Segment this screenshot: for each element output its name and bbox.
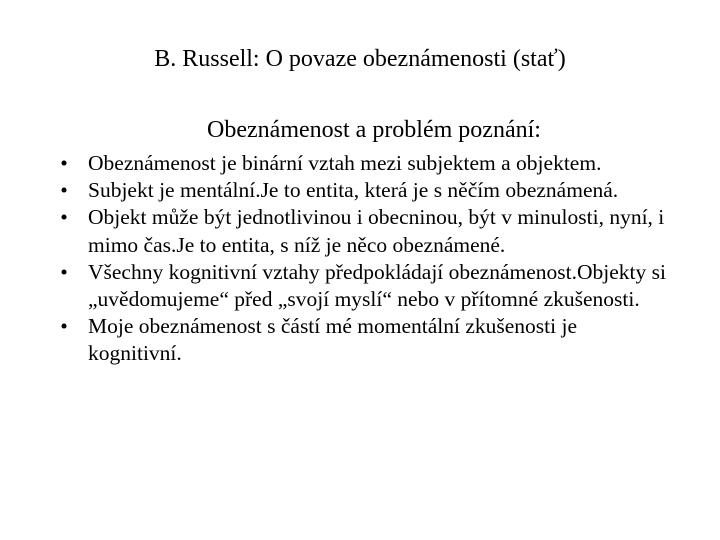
bullet-item — [56, 259, 676, 313]
bullet-item — [56, 204, 676, 258]
bullet-dot-icon: • — [60, 151, 68, 175]
bullet-text: Obeznámenost je binární vztah mezi subjektem a objektem. — [88, 151, 602, 175]
bullet-item — [56, 313, 676, 367]
bullet-dot-icon: • — [60, 259, 68, 284]
bullet-dot-icon: • — [60, 314, 68, 339]
bullet-text: Subjekt je mentální.Je to entita, která je s něčím obeznámená. — [88, 178, 619, 203]
bullet-dot-icon: • — [60, 205, 68, 230]
bullet-list — [56, 150, 676, 368]
bullet-item — [56, 150, 676, 177]
bullet-dot-icon: • — [60, 178, 68, 203]
slide-subtitle: Obeznámenost a problém poznání: — [207, 117, 541, 143]
bullet-item — [56, 177, 676, 204]
bullet-text: Objekt může být jednotlivinou i obecninou, být v minulosti, nyní, i mimo čas.Je to entita, s níž je něco obeznámené. — [88, 205, 665, 257]
bullet-text: Moje obeznámenost s částí mé momentální zkušenosti je kognitivní. — [88, 314, 578, 366]
bullet-text: Všechny kognitivní vztahy předpokládají obeznámenost.Objekty si „uvědomujeme“ před „svojí myslí“ nebo v přítomné zkušenosti. — [88, 259, 666, 312]
slide-title: B. Russell: O povaze obeznámenosti (stať) — [154, 46, 566, 72]
